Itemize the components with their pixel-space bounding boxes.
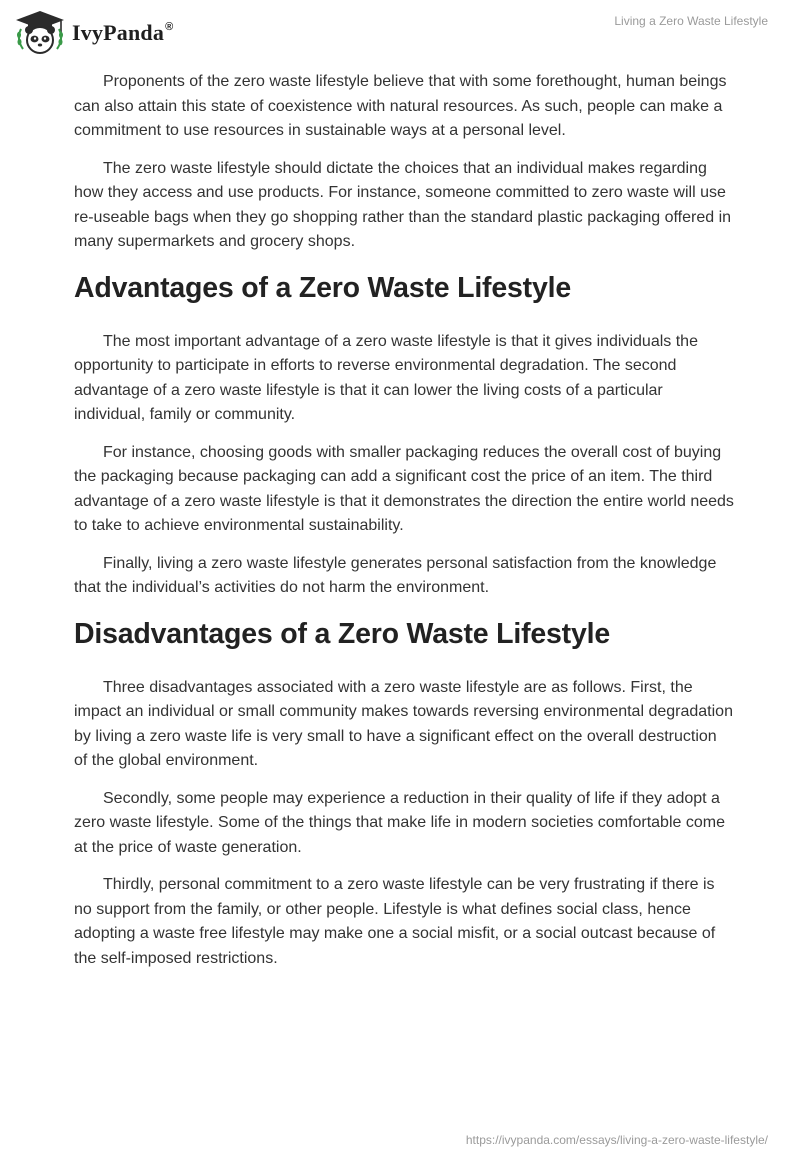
paragraph: The zero waste lifestyle should dictate the choices that an individual makes regarding how they access and use products. For instance, someone committed to zero waste will use re-useable bags when they go shopping rather than the standard plastic packaging offered in many supermarkets and grocery shops. xyxy=(74,159,732,250)
brand-name: IvyPanda® xyxy=(72,20,174,45)
source-url-link[interactable]: https://ivypanda.com/essays/living-a-zero-waste-lifestyle/ xyxy=(465,1133,768,1147)
page-header xyxy=(0,0,800,60)
essay-body xyxy=(74,70,734,984)
section-heading-disadvantages: Disadvantages of a Zero Waste Lifestyle xyxy=(74,617,610,650)
section-heading-advantages: Advantages of a Zero Waste Lifestyle xyxy=(74,271,571,304)
paragraph: Proponents of the zero waste lifestyle believe that with some forethought, human beings can also attain this state of coexistence with natural resources. As such, people can make a commitment to use resources in sustainable ways at a personal level. xyxy=(74,73,727,139)
panda-graduate-icon xyxy=(14,9,66,55)
paragraph: Thirdly, personal commitment to a zero waste lifestyle can be very frustrating if there is no support from the family, or other people. Lifestyle is what defines social class, hence adopting a waste free lifestyle may make one a social misfit, or a social outcast because of the self-imposed restrictions. xyxy=(74,876,716,967)
brand-logo[interactable] xyxy=(14,9,173,55)
paragraph: For instance, choosing goods with smaller packaging reduces the overall cost of buying the packaging because packaging can add a significant cost the price of an item. The third advantage of a zero waste lifestyle is that it demonstrates the direction the entire world needs to take to achieve environmental sustainability. xyxy=(74,443,734,534)
paragraph: Three disadvantages associated with a zero waste lifestyle are as follows. First, the impact an individual or small community makes towards reversing environmental degradation by living a zero waste life is very small to have a significant effect on the overall destruction of the global environment. xyxy=(74,678,733,769)
paragraph: The most important advantage of a zero waste lifestyle is that it gives individuals the opportunity to participate in efforts to reverse environmental degradation. The second advantage of a zero waste lifestyle is that it can lower the living costs of a particular individual, family or community. xyxy=(74,332,698,423)
document-title: Living a Zero Waste Lifestyle xyxy=(614,14,768,28)
paragraph: Finally, living a zero waste lifestyle generates personal satisfaction from the knowledge that the individual’s activities do not harm the environment. xyxy=(74,554,717,596)
paragraph: Secondly, some people may experience a reduction in their quality of life if they adopt a zero waste lifestyle. Some of the things that make life in modern societies comfortable come at the price of waste generation. xyxy=(74,789,725,856)
